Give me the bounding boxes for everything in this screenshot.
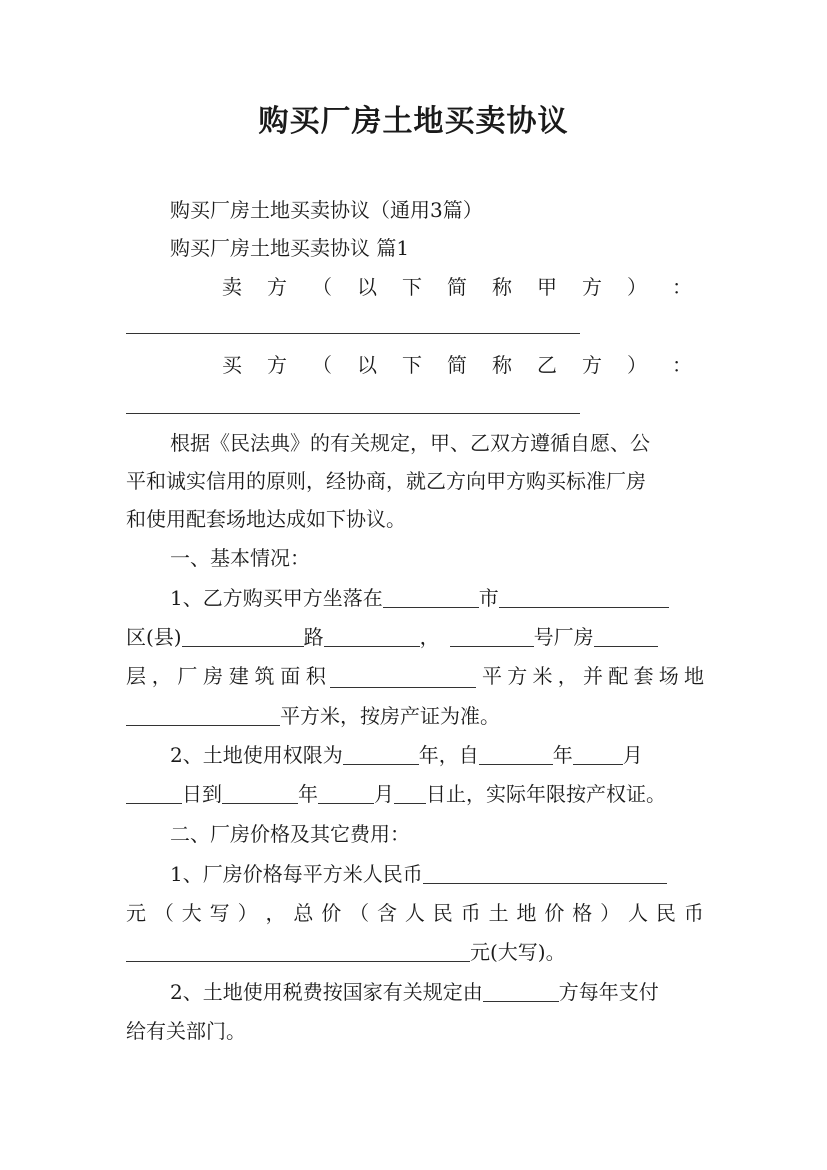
section-1-heading: 一、基本情况：	[170, 546, 310, 570]
seller-label-char: 下	[402, 275, 422, 299]
buyer-label-char: 称	[492, 353, 512, 377]
clause-2-text-d: 月	[622, 743, 643, 767]
price-label-char: ，	[265, 901, 286, 925]
seller-label-char: 以	[357, 275, 377, 299]
clause-1-text-e: ，	[419, 625, 440, 649]
price-label-char: 民	[655, 901, 676, 925]
end-day-blank[interactable]	[394, 781, 426, 804]
area-label-char: 房	[203, 664, 224, 688]
total-price-blank[interactable]	[126, 939, 470, 962]
price-label-char: 地	[516, 901, 537, 925]
price-line-3	[126, 933, 704, 971]
clause-1-line-2	[126, 618, 704, 656]
price-label-char: 价	[544, 901, 565, 925]
district-name-blank[interactable]	[182, 624, 304, 647]
seller-label-char: 简	[447, 275, 467, 299]
buyer-label-char: （	[312, 353, 332, 377]
end-year-blank[interactable]	[222, 781, 298, 804]
clause-2-text-b: 年，自	[418, 743, 479, 767]
price-label-char: 写	[209, 901, 230, 925]
clause-1-site-label	[482, 657, 704, 695]
seller-label-char: ）	[627, 275, 647, 299]
buyer-label	[222, 346, 692, 384]
floor-blank[interactable]	[594, 624, 658, 647]
seller-label-char: 甲	[537, 275, 557, 299]
clause-1-text-g: 平方米，按房产证为准。	[280, 704, 500, 728]
seller-label-char: 卖	[222, 275, 242, 299]
unit-price-blank[interactable]	[423, 861, 667, 884]
years-blank[interactable]	[343, 742, 419, 765]
payer-blank[interactable]	[483, 979, 559, 1002]
clause-2-line-1	[170, 736, 704, 774]
site-label-char: 套	[633, 664, 654, 688]
document-title: 购买厂房土地买卖协议	[258, 104, 569, 139]
intro-line-3: 和使用配套场地达成如下协议。	[126, 507, 406, 531]
clause-1-line-3	[126, 657, 704, 695]
start-month-blank[interactable]	[573, 742, 623, 765]
area-label-char: 筑	[254, 664, 275, 688]
intro-line-1: 根据《民法典》的有关规定，甲、乙双方遵循自愿、公	[170, 431, 650, 455]
end-month-blank[interactable]	[318, 781, 374, 804]
site-label-char: 场	[658, 664, 679, 688]
clause-2-text-a: 2、土地使用权限为	[170, 743, 343, 767]
price-line-1	[170, 855, 704, 893]
tax-text-b: 方每年支付	[558, 980, 659, 1004]
seller-label-char: 方	[267, 275, 287, 299]
section-2-heading: 二、厂房价格及其它费用：	[170, 822, 410, 846]
area-label-char: 积	[305, 664, 326, 688]
price-label-char: ）	[237, 901, 258, 925]
section-heading: 购买厂房土地买卖协议 篇1	[170, 236, 410, 260]
price-label-char: 格	[572, 901, 593, 925]
seller-label-char: 方	[582, 275, 602, 299]
price-line-2	[126, 894, 704, 932]
tax-line-1	[170, 973, 704, 1011]
site-label-char: 并	[583, 664, 603, 688]
clause-1-text-c: 区(县)	[126, 625, 182, 649]
price-label-char: （	[349, 901, 370, 925]
buyer-label-char: 乙	[537, 353, 557, 377]
building-number-blank[interactable]	[450, 624, 534, 647]
price-text-c: 元(大写)。	[470, 940, 566, 964]
area-label-char: 层	[126, 664, 146, 688]
area-label-char: 建	[228, 664, 249, 688]
price-label-char: 元	[126, 901, 146, 925]
buyer-label-char: 下	[402, 353, 422, 377]
area-label-char: 厂	[177, 664, 198, 688]
buyer-label-char: 方	[267, 353, 287, 377]
price-label-char: 币	[460, 901, 481, 925]
site-label-char: 地	[684, 664, 704, 688]
price-label-char: 含	[377, 901, 398, 925]
clause-2-text-f: 年	[298, 782, 318, 806]
buyer-label-char: 简	[447, 353, 467, 377]
start-year-blank[interactable]	[479, 742, 553, 765]
price-label-char: 大	[181, 901, 202, 925]
buyer-blank-line	[126, 413, 580, 414]
price-label-char: （	[153, 901, 174, 925]
start-day-blank[interactable]	[126, 781, 182, 804]
price-label-char: 人	[404, 901, 425, 925]
buyer-label-char: 以	[357, 353, 377, 377]
price-text-a: 1、厂房价格每平方米人民币	[170, 862, 423, 886]
price-label-char: 币	[683, 901, 704, 925]
clause-1-text-b: 市	[478, 586, 499, 610]
price-label-char: 价	[321, 901, 342, 925]
city-blank[interactable]	[383, 585, 479, 608]
clause-1-line-1	[170, 579, 704, 617]
buyer-label-char: ）	[627, 353, 647, 377]
price-label-char: 总	[293, 901, 314, 925]
clause-2-text-c: 年	[552, 743, 573, 767]
site-label-char: 配	[608, 664, 629, 688]
price-label-char: ）	[600, 901, 621, 925]
buyer-label-char: 方	[582, 353, 602, 377]
clause-2-text-e: 日到	[182, 782, 222, 806]
clause-2-line-2	[126, 775, 726, 813]
area-label-char: 面	[280, 664, 301, 688]
site-label-char: 米	[532, 664, 553, 688]
buyer-label-char: 买	[222, 353, 242, 377]
intro-line-2: 平和诚实信用的原则，经协商，就乙方向甲方购买标准厂房	[126, 469, 646, 493]
clause-1-text-d: 路	[303, 625, 324, 649]
site-area-blank[interactable]	[126, 703, 280, 726]
tax-line-2: 给有关部门。	[126, 1019, 246, 1043]
price-label-char: 土	[488, 901, 509, 925]
clause-1-area-label	[126, 657, 326, 695]
clause-1-line-4	[126, 697, 704, 735]
seller-label-char: （	[312, 275, 332, 299]
seller-label-char: ：	[672, 275, 692, 299]
road-blank[interactable]	[324, 624, 420, 647]
seller-label	[222, 268, 692, 306]
seller-blank-line	[126, 333, 580, 334]
subtitle: 购买厂房土地买卖协议（通用3篇）	[170, 198, 483, 222]
area-label-char: ，	[151, 664, 172, 688]
clause-2-text-g: 月	[374, 782, 394, 806]
price-label-char: 民	[432, 901, 453, 925]
site-label-char: 方	[507, 664, 528, 688]
clause-1-text-a: 1、乙方购买甲方坐落在	[170, 586, 383, 610]
tax-text-a: 2、土地使用税费按国家有关规定由	[170, 980, 483, 1004]
district-blank[interactable]	[499, 585, 669, 608]
clause-1-text-f: 号厂房	[533, 625, 594, 649]
clause-2-text-h: 日止，实际年限按产权证。	[426, 782, 666, 806]
price-label-char: 人	[628, 901, 649, 925]
site-label-char: 平	[482, 664, 502, 688]
buyer-label-char: ：	[672, 353, 692, 377]
seller-label-char: 称	[492, 275, 512, 299]
site-label-char: ，	[557, 664, 578, 688]
building-area-blank[interactable]	[330, 665, 476, 688]
